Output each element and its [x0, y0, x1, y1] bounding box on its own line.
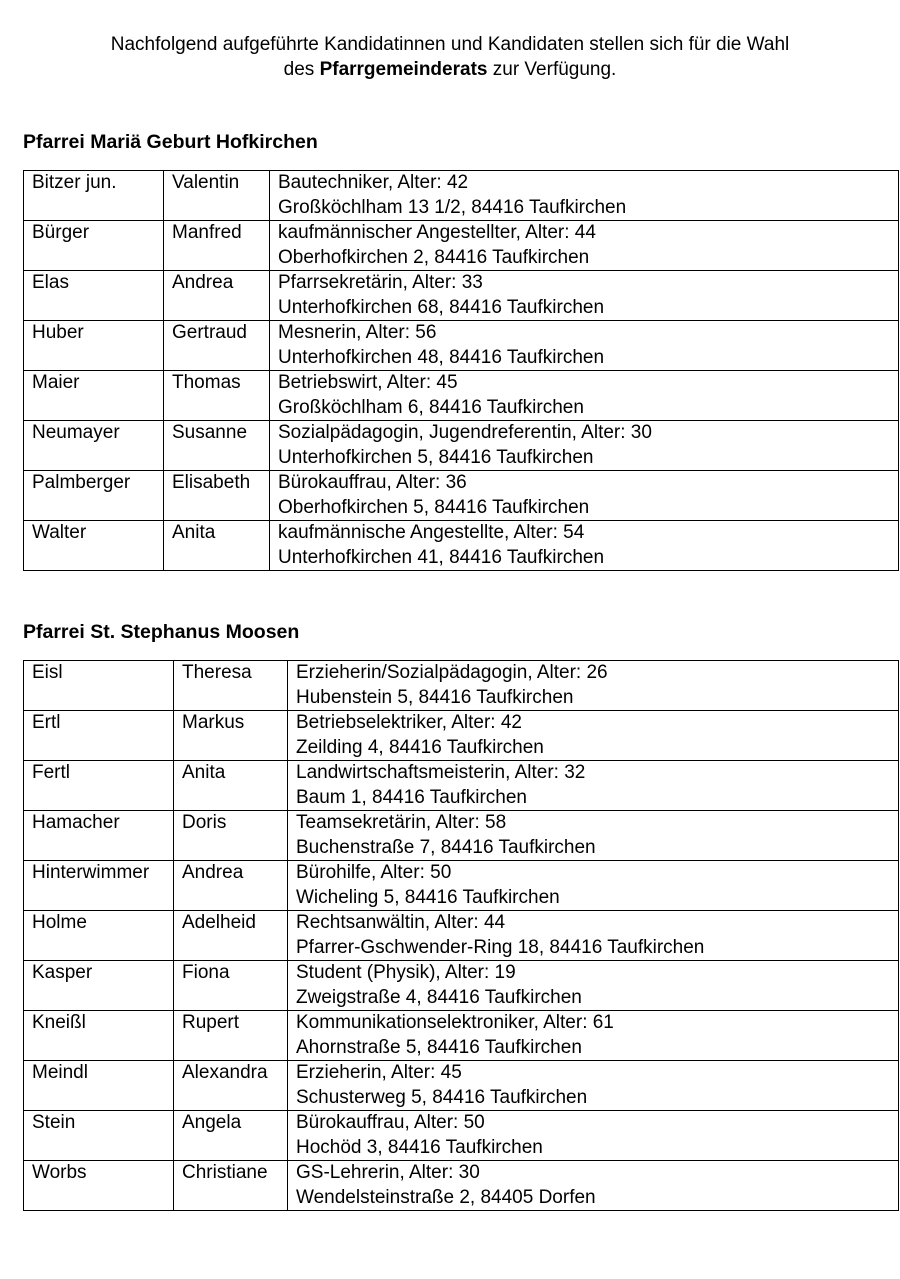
address: Buchenstraße 7, 84416 Taufkirchen	[296, 836, 596, 858]
first-name-cell: Angela	[174, 1111, 288, 1161]
details-cell	[270, 371, 899, 421]
intro-line-2-post: zur Verfügung.	[487, 59, 617, 80]
address: Oberhofkirchen 5, 84416 Taufkirchen	[278, 496, 590, 518]
details-cell	[270, 221, 899, 271]
table-row	[24, 321, 899, 371]
details-cell	[288, 1111, 899, 1161]
last-name-cell: Huber	[24, 321, 164, 371]
details-cell	[288, 761, 899, 811]
occupation-age: kaufmännischer Angestellter, Alter: 44	[278, 222, 596, 243]
last-name-cell: Palmberger	[24, 471, 164, 521]
occupation-age: Bürokauffrau, Alter: 36	[278, 472, 467, 493]
occupation-age: Student (Physik), Alter: 19	[296, 962, 516, 983]
first-name-cell: Theresa	[174, 661, 288, 711]
address: Unterhofkirchen 48, 84416 Taufkirchen	[278, 346, 605, 368]
first-name-cell: Doris	[174, 811, 288, 861]
details-cell	[288, 811, 899, 861]
last-name-cell: Elas	[24, 271, 164, 321]
table-row	[24, 471, 899, 521]
details-cell	[270, 421, 899, 471]
first-name-cell: Valentin	[164, 171, 270, 221]
last-name-cell: Holme	[24, 911, 174, 961]
last-name-cell: Worbs	[24, 1161, 174, 1211]
last-name-cell: Meindl	[24, 1061, 174, 1111]
first-name-cell: Markus	[174, 711, 288, 761]
occupation-age: Erzieherin, Alter: 45	[296, 1062, 462, 1083]
occupation-age: Betriebswirt, Alter: 45	[278, 372, 458, 393]
address: Großköchlham 13 1/2, 84416 Taufkirchen	[278, 196, 627, 218]
address: Wicheling 5, 84416 Taufkirchen	[296, 886, 560, 908]
address: Zweigstraße 4, 84416 Taufkirchen	[296, 986, 582, 1008]
first-name-cell: Anita	[164, 521, 270, 571]
details-cell	[288, 1011, 899, 1061]
first-name-cell: Elisabeth	[164, 471, 270, 521]
details-cell	[270, 321, 899, 371]
table-row	[24, 271, 899, 321]
occupation-age: Kommunikationselektroniker, Alter: 61	[296, 1012, 614, 1033]
intro-line-1: Nachfolgend aufgeführte Kandidatinnen und Kandidaten stellen sich für die Wahl	[110, 34, 790, 55]
table-row	[24, 171, 899, 221]
section-title-hofkirchen: Pfarrei Mariä Geburt Hofkirchen	[23, 131, 318, 153]
intro-line-2-pre: des	[283, 59, 320, 80]
occupation-age: GS-Lehrerin, Alter: 30	[296, 1162, 480, 1183]
address: Großköchlham 6, 84416 Taufkirchen	[278, 396, 584, 418]
last-name-cell: Hamacher	[24, 811, 174, 861]
first-name-cell: Gertraud	[164, 321, 270, 371]
details-cell	[288, 911, 899, 961]
occupation-age: Rechtsanwältin, Alter: 44	[296, 912, 506, 933]
last-name-cell: Fertl	[24, 761, 174, 811]
first-name-cell: Adelheid	[174, 911, 288, 961]
first-name-cell: Rupert	[174, 1011, 288, 1061]
last-name-cell: Walter	[24, 521, 164, 571]
address: Baum 1, 84416 Taufkirchen	[296, 786, 527, 808]
first-name-cell: Fiona	[174, 961, 288, 1011]
last-name-cell: Neumayer	[24, 421, 164, 471]
occupation-age: Betriebselektriker, Alter: 42	[296, 712, 522, 733]
details-cell	[270, 171, 899, 221]
occupation-age: Bautechniker, Alter: 42	[278, 172, 469, 193]
table-row	[24, 221, 899, 271]
occupation-age: Mesnerin, Alter: 56	[278, 322, 437, 343]
table-row	[24, 371, 899, 421]
occupation-age: Pfarrsekretärin, Alter: 33	[278, 272, 483, 293]
address: Unterhofkirchen 5, 84416 Taufkirchen	[278, 446, 594, 468]
first-name-cell: Anita	[174, 761, 288, 811]
table-row	[24, 1061, 899, 1111]
last-name-cell: Bitzer jun.	[24, 171, 164, 221]
last-name-cell: Stein	[24, 1111, 174, 1161]
last-name-cell: Maier	[24, 371, 164, 421]
first-name-cell: Manfred	[164, 221, 270, 271]
details-cell	[270, 521, 899, 571]
occupation-age: Bürohilfe, Alter: 50	[296, 862, 452, 883]
table-row	[24, 1111, 899, 1161]
first-name-cell: Christiane	[174, 1161, 288, 1211]
address: Schusterweg 5, 84416 Taufkirchen	[296, 1086, 588, 1108]
table-row	[24, 961, 899, 1011]
occupation-age: Teamsekretärin, Alter: 58	[296, 812, 507, 833]
table-row	[24, 861, 899, 911]
first-name-cell: Susanne	[164, 421, 270, 471]
details-cell	[270, 271, 899, 321]
intro-line-2	[0, 57, 900, 82]
details-cell	[288, 1061, 899, 1111]
section-title-moosen: Pfarrei St. Stephanus Moosen	[23, 621, 300, 643]
details-cell	[288, 861, 899, 911]
occupation-age: kaufmännische Angestellte, Alter: 54	[278, 522, 585, 543]
details-cell	[288, 661, 899, 711]
table-row	[24, 811, 899, 861]
details-cell	[288, 711, 899, 761]
address: Zeilding 4, 84416 Taufkirchen	[296, 736, 544, 758]
details-cell	[288, 961, 899, 1011]
details-cell	[288, 1161, 899, 1211]
last-name-cell: Kasper	[24, 961, 174, 1011]
table-row	[24, 421, 899, 471]
first-name-cell: Alexandra	[174, 1061, 288, 1111]
intro-line-2-bold: Pfarrgemeinderats	[319, 59, 488, 80]
last-name-cell: Kneißl	[24, 1011, 174, 1061]
occupation-age: Bürokauffrau, Alter: 50	[296, 1112, 485, 1133]
address: Wendelsteinstraße 2, 84405 Dorfen	[296, 1186, 596, 1208]
address: Oberhofkirchen 2, 84416 Taufkirchen	[278, 246, 590, 268]
first-name-cell: Andrea	[164, 271, 270, 321]
last-name-cell: Ertl	[24, 711, 174, 761]
table-row	[24, 521, 899, 571]
last-name-cell: Hinterwimmer	[24, 861, 174, 911]
address: Hochöd 3, 84416 Taufkirchen	[296, 1136, 543, 1158]
table-row	[24, 1011, 899, 1061]
table-row	[24, 1161, 899, 1211]
first-name-cell: Andrea	[174, 861, 288, 911]
last-name-cell: Bürger	[24, 221, 164, 271]
table-row	[24, 661, 899, 711]
address: Ahornstraße 5, 84416 Taufkirchen	[296, 1036, 582, 1058]
intro-text	[0, 32, 900, 82]
last-name-cell: Eisl	[24, 661, 174, 711]
address: Unterhofkirchen 68, 84416 Taufkirchen	[278, 296, 605, 318]
first-name-cell: Thomas	[164, 371, 270, 421]
occupation-age: Sozialpädagogin, Jugendreferentin, Alter: 30	[278, 422, 652, 443]
address: Hubenstein 5, 84416 Taufkirchen	[296, 686, 574, 708]
table-row	[24, 911, 899, 961]
address: Pfarrer-Gschwender-Ring 18, 84416 Taufkirchen	[296, 936, 705, 958]
table-row	[24, 761, 899, 811]
candidates-table-hofkirchen	[23, 170, 899, 571]
occupation-age: Landwirtschaftsmeisterin, Alter: 32	[296, 762, 586, 783]
address: Unterhofkirchen 41, 84416 Taufkirchen	[278, 546, 605, 568]
table-row	[24, 711, 899, 761]
details-cell	[270, 471, 899, 521]
occupation-age: Erzieherin/Sozialpädagogin, Alter: 26	[296, 662, 608, 683]
candidates-table-moosen	[23, 660, 899, 1211]
